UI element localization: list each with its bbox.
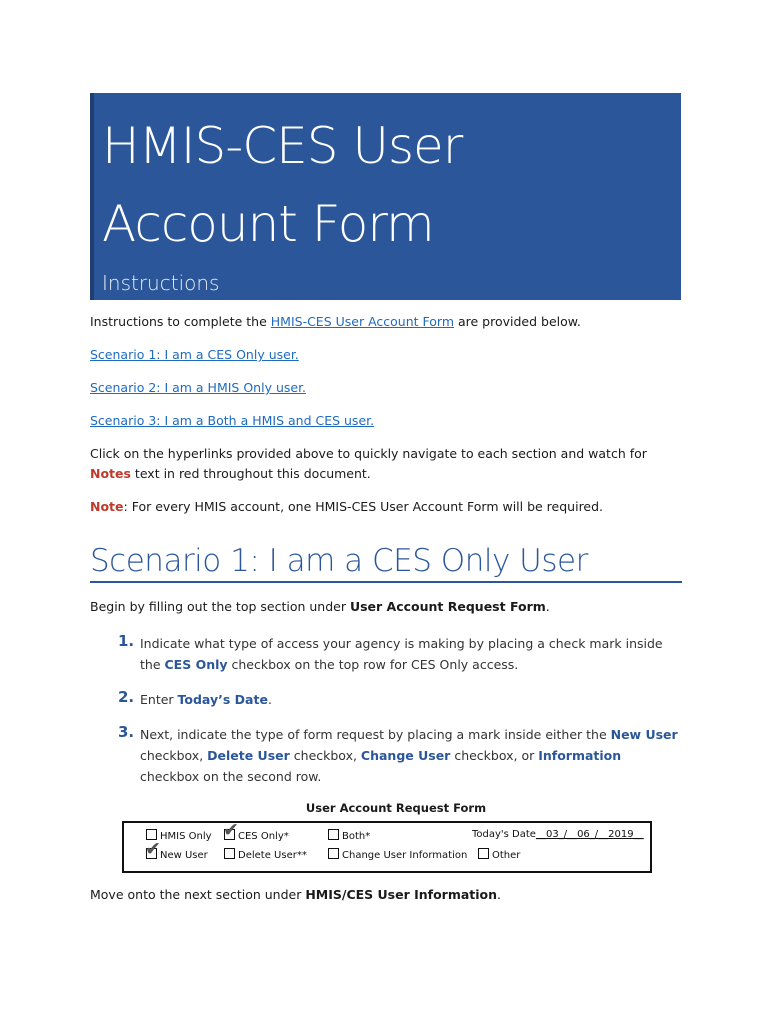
hmis-only-option: HMIS Only xyxy=(146,829,212,842)
scenario-1-link-row xyxy=(90,345,682,365)
checkbox-checked-icon xyxy=(145,838,161,860)
checkbox-icon xyxy=(328,848,339,859)
notes-keyword: Notes xyxy=(90,466,131,481)
checkbox-checked-icon xyxy=(223,819,239,841)
scenario-2-link-row xyxy=(90,378,682,398)
both-option: Both* xyxy=(328,829,370,842)
change-info-option: Change User Information xyxy=(328,848,467,861)
begin-paragraph: Begin by filling out the top section under User Account Request Form. xyxy=(90,599,550,614)
move-paragraph: Move onto the next section under HMIS/CES User Information. xyxy=(90,887,502,902)
note-paragraph: Note: For every HMIS account, one HMIS-CES User Account Form will be required. xyxy=(90,499,604,514)
delete-user-option: Delete User** xyxy=(224,848,307,861)
step-2: 2. Enter Today’s Date. xyxy=(118,688,272,707)
new-user-option: ✔ New User xyxy=(145,838,208,861)
checkmark-icon: ✔ xyxy=(145,838,161,860)
hint-paragraph: Click on the hyperlinks provided above to quickly navigate to each section and watch for Notes text in red throughout this document. xyxy=(90,446,647,481)
todays-date-field: Today's Date__03_/__06_/__2019__ xyxy=(472,829,644,840)
document-body xyxy=(90,312,682,905)
step-number: 2. xyxy=(118,688,135,706)
step-number: 3. xyxy=(118,723,135,741)
document-subtitle: Instructions xyxy=(102,271,220,295)
step-number: 1. xyxy=(118,632,135,650)
intro-paragraph: Instructions to complete the HMIS-CES User Account Form are provided below. xyxy=(90,314,581,329)
checkmark-icon: ✔ xyxy=(223,819,239,841)
checkbox-icon xyxy=(224,848,235,859)
todays-date-value: __03_/__06_/__2019__ xyxy=(535,829,644,840)
section-heading: Scenario 1: I am a CES Only User xyxy=(90,543,682,583)
ces-only-option: ✔ CES Only* xyxy=(223,819,289,842)
form-example-image xyxy=(122,821,652,873)
form-image-title: User Account Request Form xyxy=(305,801,487,815)
scenario-3-link-row xyxy=(90,411,682,431)
step-3: 3. Next, indicate the type of form request by placing a mark inside either the New User checkbox, Delete User checkbox, Change User checkbox, or Information checkbox on the second row. xyxy=(118,723,678,784)
step-1: 1. Indicate what type of access your agency is making by placing a check mark inside the CES Only checkbox on the top row for CES Only access. xyxy=(118,632,663,672)
other-option: Other xyxy=(478,848,520,861)
checkbox-icon xyxy=(478,848,489,859)
checkbox-icon xyxy=(328,829,339,840)
title-banner xyxy=(90,93,681,300)
document-title: HMIS-CES User Account Form xyxy=(102,117,463,253)
note-label: Note xyxy=(90,499,124,514)
scenario-3-link[interactable]: Scenario 3: I am a Both a HMIS and CES user. xyxy=(90,413,375,428)
form-link[interactable]: HMIS-CES User Account Form xyxy=(270,314,455,329)
scenario-2-link[interactable]: Scenario 2: I am a HMIS Only user. xyxy=(90,380,307,395)
scenario-1-link[interactable]: Scenario 1: I am a CES Only user. xyxy=(90,347,299,362)
steps-list xyxy=(90,633,682,787)
